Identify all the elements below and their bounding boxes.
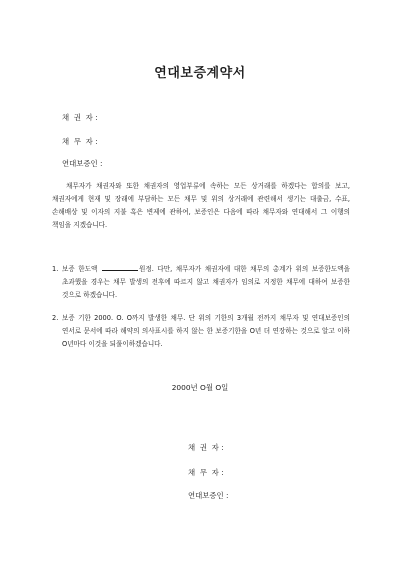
bottom-joint-guarantor-field: 연대보증인 :: [188, 491, 229, 500]
amount-blank-line: [102, 263, 138, 271]
clause-1-text-before-blank: 보증 한도액: [62, 265, 98, 273]
intro-paragraph: 채무자가 채권자와 또한 채권자의 영업부류에 속하는 모든 상거래를 하겠다는 합의를 보고, 채권자에게 현재 및 장래에 부담하는 모든 채무 및 위의 상거래에 관련해서 생기는 대출금, 수표, 손해배상 및 이자의 지불 혹은 변제에 관하여, 보증인은 다음에 따라 채무자와 연대해서 그 이행의 책임을 지겠습니다.: [52, 182, 350, 229]
clause-2-number: 2.: [52, 314, 59, 322]
clause-1-body: [62, 263, 350, 302]
clause-2-text: 보증 기한 2000. O. O까지 발생한 채무. 단 위의 기한의 3개월 전까지 채무자 및 연대보증인의 연서로 문서에 따라 해약의 의사표시를 하지 않는 한 보증기한을 O년 더 연장하는 것으로 알고 이하 O년마다 이것을 되풀이하겠습니다.: [62, 314, 350, 348]
clause-1: [52, 263, 350, 302]
document-title: 연대보증계약서: [154, 66, 246, 81]
top-creditor-field: 채 권 자 :: [62, 113, 98, 122]
top-joint-guarantor-field: 연대보증인 :: [62, 159, 103, 168]
top-debtor-field: 채 무 자 :: [62, 137, 98, 146]
clause-1-text-after-blank: 원정. 다만, 채무자가 채권자에 대한 채무의 총계가 위의 보증한도액을 초과했을 경우는 채무 발생의 전후에 따르지 않고 채권자가 임의로 지정한 채무에 대하여 보증한 것으로 하겠습니다.: [62, 265, 350, 299]
bottom-creditor-field: 채 권 자 :: [188, 443, 224, 452]
clause-1-number: 1.: [52, 265, 59, 273]
bottom-debtor-field: 채 무 자 :: [188, 468, 224, 477]
clause-2: [52, 312, 350, 351]
contract-date: 2000년 O월 O일: [171, 383, 229, 392]
